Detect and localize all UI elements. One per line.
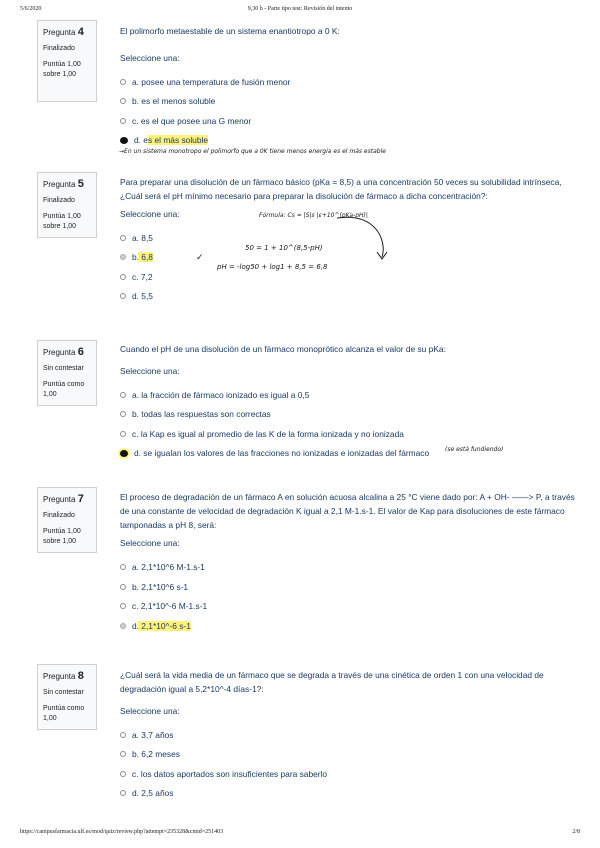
handwritten-result: pH = -log50 + log1 + 8,5 = 6,8 — [217, 263, 328, 271]
question-content — [120, 20, 580, 150]
question-text: Cuando el pH de una disolución de un fármaco monoprótico alcanza el valor de su pKa: — [120, 344, 446, 354]
question-content — [120, 340, 580, 463]
question-score: Puntúa como — [43, 381, 85, 389]
check-mark-icon: ✓ — [196, 251, 204, 262]
answer-option-b[interactable]: b. es el menos soluble — [120, 92, 580, 112]
radio-button[interactable] — [120, 392, 126, 398]
radio-button-selected[interactable] — [120, 137, 128, 144]
question-state: Finalizado — [43, 44, 75, 52]
question-score-max: 1,00 — [43, 390, 57, 398]
answer-option-a[interactable]: a. 3,7 años — [120, 725, 580, 745]
handwritten-note: (se está fundiendo) — [445, 446, 504, 453]
answer-option-d[interactable]: d. se igualan los valores de las fracciones no ionizadas e ionizadas del fármaco — [120, 444, 580, 464]
question-info-panel — [37, 340, 97, 406]
question-score-max: sobre 1,00 — [43, 537, 77, 545]
answer-option-a[interactable]: a. posee una temperatura de fusión menor — [120, 72, 580, 92]
radio-button-selected[interactable] — [120, 623, 126, 629]
question-text: El proceso de degradación de un fármaco A en solución acuosa alcalina a 25 °C viene dado por: A + OH- ——> P, a través de una constante de velocidad de degradación K igual a 2,1 M-1.s-1. El valor de Kap para disoluciones de este fármaco tamponadas a pH 8, será: — [120, 492, 575, 531]
question-info-panel — [37, 20, 97, 102]
answer-option-a[interactable]: a. 2,1*10^6 M-1.s-1 — [120, 557, 580, 577]
handwritten-equation: 50 = 1 + 10^(8,5-pH) — [245, 244, 323, 252]
radio-button[interactable] — [120, 584, 126, 590]
radio-button-selected[interactable] — [120, 254, 126, 260]
question-score: Puntúa 1,00 — [43, 528, 81, 536]
radio-button[interactable] — [120, 274, 126, 280]
radio-button[interactable] — [120, 235, 126, 241]
answer-option-d[interactable]: d. es el más soluble — [120, 131, 580, 151]
question-number: Pregunta 8 — [43, 670, 84, 682]
answer-option-b[interactable]: b. 2,1*10^6 s-1 — [120, 577, 580, 597]
radio-button[interactable] — [120, 790, 126, 796]
answer-option-d[interactable]: d. 2,5 años — [120, 784, 580, 804]
radio-button[interactable] — [120, 79, 126, 85]
handwritten-arrow — [37, 172, 47, 182]
page-number: 2/8 — [572, 829, 580, 835]
question-number: Pregunta 4 — [43, 26, 84, 38]
question-score: Puntúa como — [43, 705, 85, 713]
question-text: Para preparar una disolución de un fármaco básico (pKa = 8,5) a una concentración 50 veces su solubilidad intrínseca, ¿Cuál será el pH mínimo necesario para preparar la disolución de fármaco a dicha concentración?: — [120, 177, 562, 202]
question-number: Pregunta 7 — [43, 493, 84, 505]
answer-option-c[interactable]: c. 7,2 — [120, 267, 580, 287]
answer-option-d[interactable]: d. 2,1*10^-6 s-1 — [120, 616, 580, 636]
question-number: Pregunta 6 — [43, 346, 84, 358]
select-one-prompt: Seleccione una: — [120, 209, 180, 220]
radio-button[interactable] — [120, 411, 126, 417]
handwritten-note: →En un sistema monotropo el polimorfo que a 0K tiene menos energía es el más estable — [119, 148, 386, 155]
question-content — [120, 487, 580, 635]
print-url: https://campusfarmacia.ulf.es/mod/quiz/review.php?attempt=235328&cmid=251403 — [20, 829, 224, 835]
answer-option-c[interactable]: c. 2,1*10^-6 M-1.s-1 — [120, 596, 580, 616]
radio-button[interactable] — [120, 603, 126, 609]
answer-option-c[interactable]: c. la Kap es igual al promedio de las K de la forma ionizada y no ionizada — [120, 424, 580, 444]
question-info-panel — [37, 487, 97, 553]
answer-option-d[interactable]: d. 5,5 — [120, 287, 580, 307]
radio-button[interactable] — [120, 118, 126, 124]
print-page-title: 9,30 h - Parte tipo test: Revisión del intento — [247, 6, 353, 12]
question-state: Sin contestar — [43, 688, 84, 696]
radio-button[interactable] — [120, 732, 126, 738]
radio-button-selected[interactable] — [120, 450, 128, 457]
answer-option-b[interactable]: b. todas las respuestas son correctas — [120, 405, 580, 425]
answer-option-c[interactable]: c. es el que posee una G menor — [120, 111, 580, 131]
answer-option-c[interactable]: c. los datos aportados son insuficientes para saberlo — [120, 764, 580, 784]
answer-option-a[interactable]: a. 8,5 — [120, 228, 580, 248]
question-text: ¿Cuál será la vida media de un fármaco que se degrada a través de una cinética de orden 1 con una velocidad de degradación igual a 5,2*10^-4 días-1?: — [120, 670, 544, 695]
select-one-prompt: Seleccione una: — [120, 538, 180, 549]
print-date: 5/6/2020 — [20, 6, 42, 12]
answer-option-b[interactable]: b. 6,8 ✓ — [120, 248, 580, 268]
question-number: Pregunta 5 — [43, 178, 84, 190]
question-content — [120, 172, 580, 306]
answer-option-b[interactable]: b. 6,2 meses — [120, 745, 580, 765]
radio-button[interactable] — [120, 771, 126, 777]
radio-button[interactable] — [120, 564, 126, 570]
select-one-prompt: Seleccione una: — [120, 53, 180, 64]
question-score: Puntúa 1,00 — [43, 213, 81, 221]
question-text: El polimorfo metaestable de un sistema enantiotropo a 0 K: — [120, 26, 340, 36]
radio-button[interactable] — [120, 98, 126, 104]
handwritten-formula: Fórmula: Cs = |S|s |ε+10^(pKa-pH)| — [259, 212, 368, 219]
answer-option-a[interactable]: a. la fracción de fármaco ionizado es igual a 0,5 — [120, 385, 580, 405]
question-state: Sin contestar — [43, 364, 84, 372]
question-state: Finalizado — [43, 196, 75, 204]
question-content — [120, 664, 580, 803]
select-one-prompt: Seleccione una: — [120, 706, 180, 717]
question-score-max: 1,00 — [43, 714, 57, 722]
select-one-prompt: Seleccione una: — [120, 366, 180, 377]
radio-button[interactable] — [120, 431, 126, 437]
question-score-max: sobre 1,00 — [43, 222, 77, 230]
question-info-panel — [37, 664, 97, 730]
question-score: Puntúa 1,00 — [43, 61, 81, 69]
radio-button[interactable] — [120, 751, 126, 757]
question-score-max: sobre 1,00 — [43, 70, 77, 78]
question-state: Finalizado — [43, 511, 75, 519]
radio-button[interactable] — [120, 293, 126, 299]
